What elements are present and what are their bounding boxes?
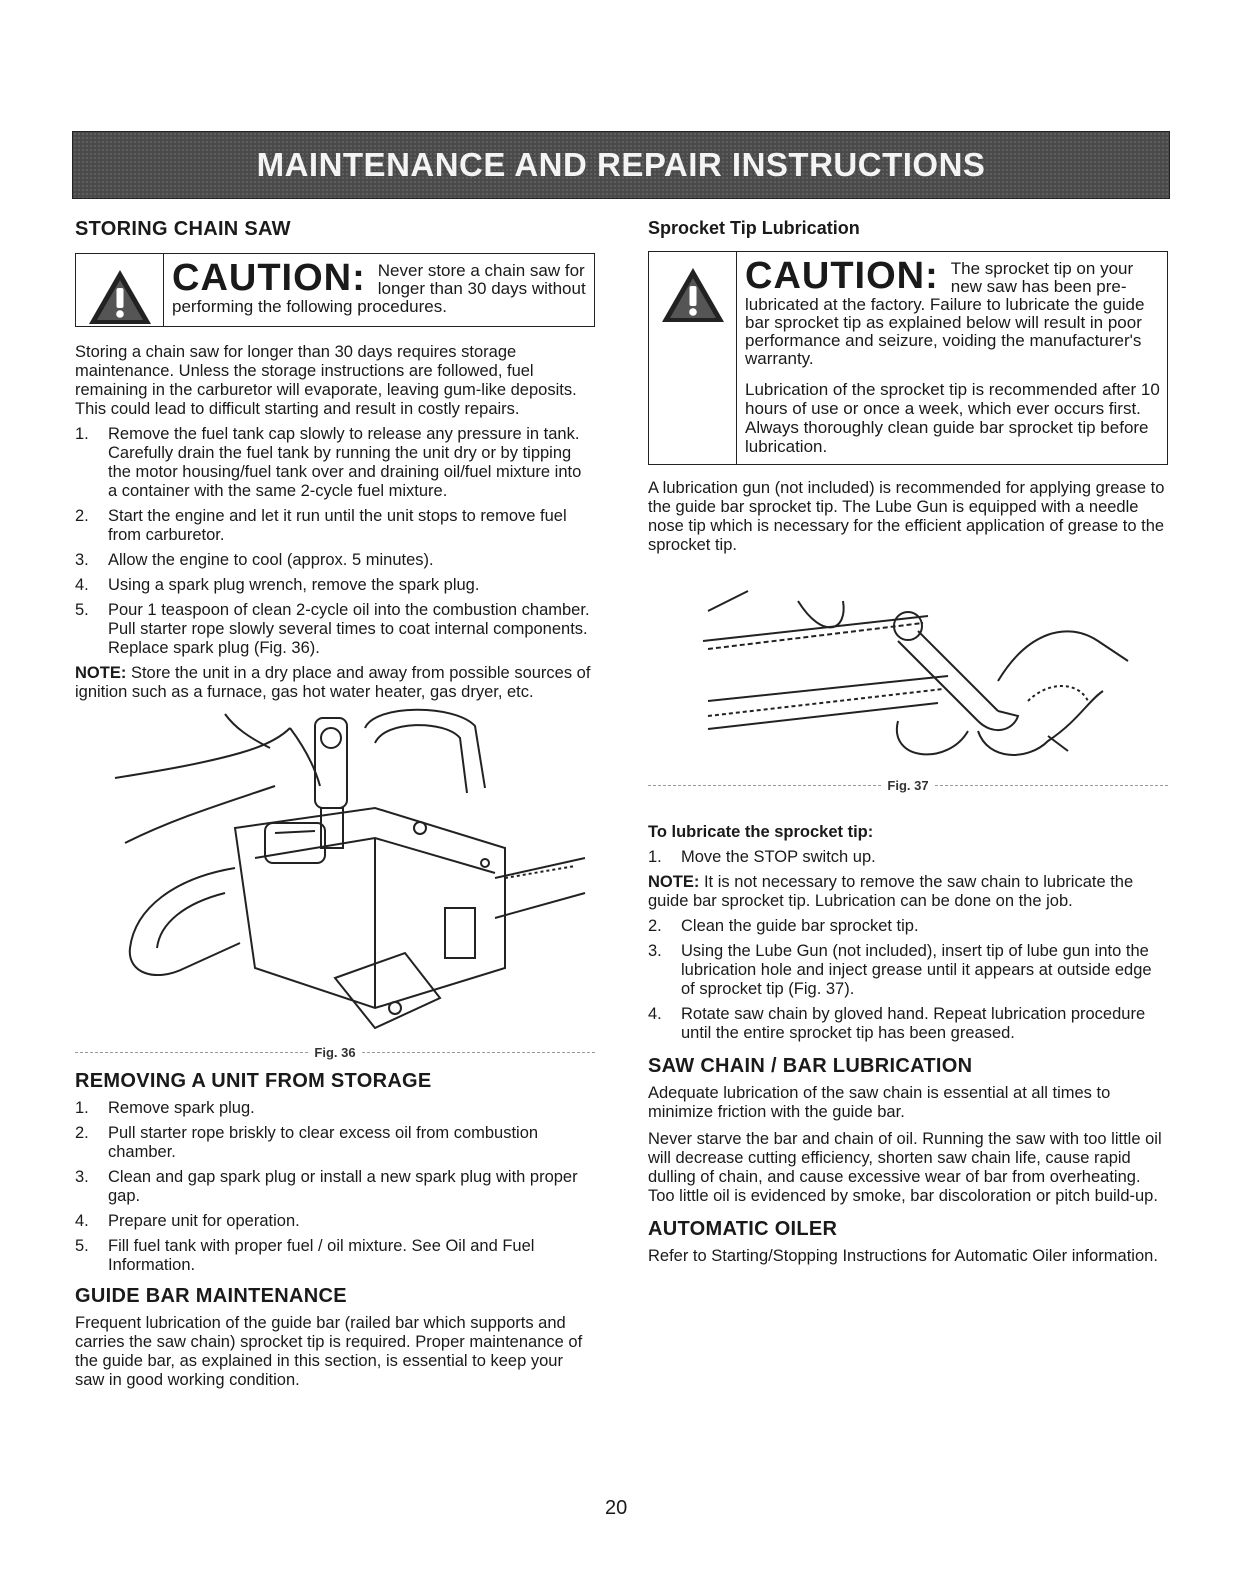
list-item: 5. Fill fuel tank with proper fuel / oil mixture. See Oil and Fuel Information. (75, 1237, 535, 1274)
caution-text: Never store a chain saw for longer than 30 days without performing the following procedures. (172, 261, 586, 316)
caution-text-cell (164, 254, 594, 326)
page-title: MAINTENANCE AND REPAIR INSTRUCTIONS (256, 146, 986, 183)
list-item: 5. Pour 1 teaspoon of clean 2-cycle oil into the combustion chamber. Pull starter rope slowly several times to coat internal components. Replace spark plug (Fig. 36). (75, 601, 590, 657)
sprocket-caution-box (648, 251, 1168, 465)
removing-heading: REMOVING A UNIT FROM STORAGE (75, 1070, 432, 1092)
caution-word: CAUTION: (172, 257, 366, 299)
fig37-caption: Fig. 37 (887, 778, 929, 793)
oiler-text: Refer to Starting/Stopping Instructions for Automatic Oiler information. (648, 1247, 1158, 1265)
storing-note (75, 664, 595, 702)
storing-intro: Storing a chain saw for longer than 30 days requires storage maintenance. Unless the storage instructions are followed, fuel remaining in the carburetor will evaporate, leaving gum-like deposits. This could lead to difficult starting and result in costly repairs. (75, 343, 577, 418)
caution-text-2: Lubrication of the sprocket tip is recommended after 10 hours of use or once a week, which ever occurs first. Always thoroughly clean guide bar sprocket tip before lubrication. (745, 380, 1160, 456)
caption-rule (935, 785, 1168, 786)
fig36-caption: Fig. 36 (314, 1045, 356, 1060)
list-item: 4. Rotate saw chain by gloved hand. Repeat lubrication procedure until the entire sprocket tip has been greased. (648, 1005, 1146, 1042)
sprocket-intro: A lubrication gun (not included) is recommended for applying grease to the guide bar sprocket tip. The Lube Gun is equipped with a needle nose tip which is necessary for the efficient application of grease to the sprocket tip. (648, 479, 1165, 554)
caution-text-cell (737, 252, 1167, 464)
list-item: 4. Prepare unit for operation. (75, 1212, 300, 1230)
caution-icon-cell (649, 252, 737, 464)
sprocket-heading: Sprocket Tip Lubrication (648, 218, 860, 238)
sprocket-step-1 (648, 848, 1168, 867)
caution-word: CAUTION: (745, 255, 939, 297)
note-label: NOTE: (648, 873, 700, 891)
caption-rule (362, 1052, 595, 1053)
chain-lube-p1: Adequate lubrication of the saw chain is essential at all times to minimize friction with the guide bar. (648, 1084, 1111, 1121)
oiler-heading: AUTOMATIC OILER (648, 1218, 838, 1240)
list-item: 1. Remove the fuel tank cap slowly to release any pressure in tank. Carefully drain the fuel tank by running the unit dry or by tipping the motor housing/fuel tank over and draining oil/fuel mixture into a container with the same 2-cycle fuel mixture. (75, 425, 582, 500)
section-banner (72, 131, 1170, 199)
sprocket-steps-rest (648, 917, 1168, 1043)
storing-steps (75, 425, 595, 658)
list-item: 2. Start the engine and let it run until the unit stops to remove fuel from carburetor. (75, 507, 567, 544)
sprocket-note (648, 873, 1168, 911)
list-item: 2. Pull starter rope briskly to clear excess oil from combustion chamber. (75, 1124, 539, 1161)
fig37-caption-row (648, 778, 1168, 793)
note-label: NOTE: (75, 664, 127, 682)
figure-36 (75, 708, 595, 1060)
caution-text: The sprocket tip on your new saw has been pre-lubricated at the factory. Failure to lubricate the guide bar sprocket tip as explained below will result in poor performance and seizure, voiding the manufacturer's warranty. (745, 259, 1145, 368)
caption-rule (648, 785, 881, 786)
right-column (648, 218, 1168, 1266)
chain-lube-p2: Never starve the bar and chain of oil. Running the saw with too little oil will decrease cutting efficiency, shorten saw chain life, cause rapid dulling of chain, and cause excessive wear of bar from overheating. Too little oil is evidenced by smoke, bar discoloration or pitch build-up. (648, 1130, 1162, 1205)
warning-triangle-icon (660, 266, 726, 324)
chain-lube-heading: SAW CHAIN / BAR LUBRICATION (648, 1055, 973, 1077)
chainsaw-storage-illustration (75, 708, 595, 1038)
how-to-heading: To lubricate the sprocket tip: (648, 823, 874, 841)
caution-icon-cell (76, 254, 164, 326)
list-item: 3. Using the Lube Gun (not included), insert tip of lube gun into the lubrication hole and inject grease until it appears at outside edge of sprocket tip (Fig. 37). (648, 942, 1152, 998)
list-item: 4. Using a spark plug wrench, remove the spark plug. (75, 576, 480, 594)
sprocket-lubrication-illustration (648, 571, 1168, 771)
removing-steps (75, 1099, 595, 1275)
fig36-caption-row (75, 1045, 595, 1060)
list-item: 1. Remove spark plug. (75, 1099, 255, 1117)
caption-rule (75, 1052, 308, 1053)
page-number: 20 (605, 1497, 628, 1519)
guide-bar-text: Frequent lubrication of the guide bar (railed bar which supports and carries the saw chain) sprocket tip is required. Proper maintenance of the guide bar, as explained in this section, is essential to keep your saw in good working condition. (75, 1314, 583, 1389)
storing-heading: STORING CHAIN SAW (75, 218, 291, 240)
warning-triangle-icon (87, 268, 153, 326)
figure-37 (648, 571, 1168, 793)
list-item: 2. Clean the guide bar sprocket tip. (648, 917, 919, 935)
list-item: 3. Clean and gap spark plug or install a new spark plug with proper gap. (75, 1168, 578, 1205)
note-text: Store the unit in a dry place and away from possible sources of ignition such as a furnace, gas hot water heater, gas dryer, etc. (75, 664, 591, 701)
left-column (75, 218, 595, 1390)
storing-caution-box (75, 253, 595, 327)
list-item: 1. Move the STOP switch up. (648, 848, 876, 866)
note-text: It is not necessary to remove the saw chain to lubricate the guide bar sprocket tip. Lubrication can be done on the job. (648, 873, 1134, 910)
guide-bar-heading: GUIDE BAR MAINTENANCE (75, 1285, 347, 1307)
list-item: 3. Allow the engine to cool (approx. 5 minutes). (75, 551, 434, 569)
